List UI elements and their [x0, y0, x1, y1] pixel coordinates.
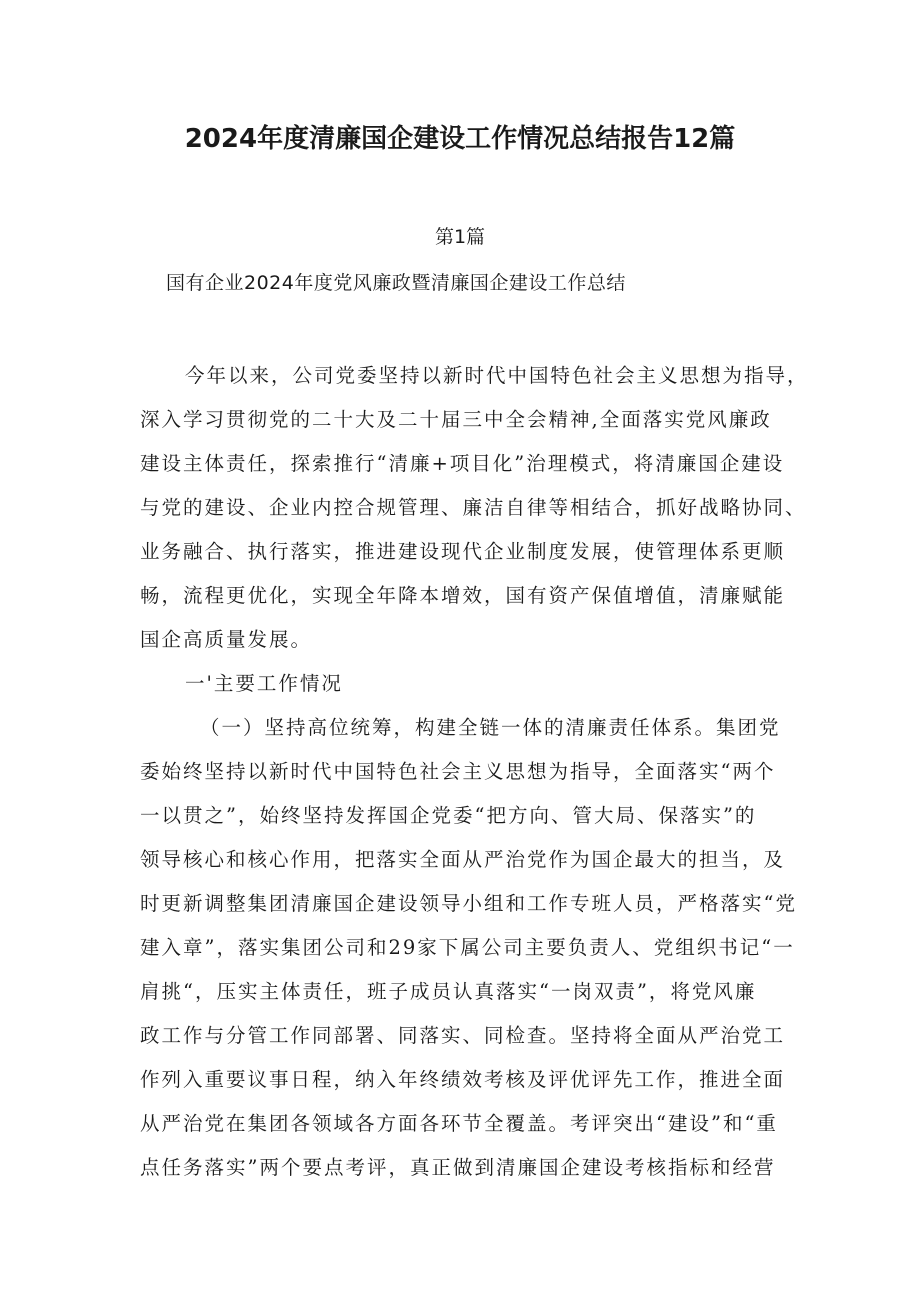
body-line: 委始终坚持以新时代中国特色社会主义思想为指导，全面落实“两个 [140, 760, 776, 783]
body-line: 政工作与分管工作同部署、同落实、同检查。坚持将全面从严治党工 [140, 1024, 786, 1047]
chapter-label: 第1篇 [434, 226, 486, 248]
body-line: 时更新调整集团清廉国企建设领导小组和工作专班人员，严格落实“党 [140, 892, 797, 915]
body-line: 肩挑“，压实主体责任，班子成员认真落实“一岗双责”，将党风廉 [140, 980, 757, 1003]
body-line: 建设主体责任，探索推行“清廉+项目化”治理模式，将清廉国企建设 [140, 452, 785, 475]
body-line: 一以贯之”，始终坚持发挥国企党委“把方向、管大局、保落实”的 [140, 804, 757, 827]
section-heading: 一'主要工作情况 [185, 672, 343, 695]
document-subtitle: 国有企业2024年度党风廉政暨清廉国企建设工作总结 [166, 272, 626, 294]
body-line: 业务融合、执行落实，推进建设现代企业制度发展，使管理体系更顺 [140, 540, 786, 563]
body-line: 建入章”，落实集团公司和29家下属公司主要负责人、党组织书记“一 [140, 936, 795, 959]
body-line: 作列入重要议事日程，纳入年终绩效考核及评优评先工作，推进全面 [140, 1068, 786, 1091]
body-line: 国企高质量发展。 [140, 628, 313, 651]
body-line: 点任务落实”两个要点考评，真正做到清廉国企建设考核指标和经营 [140, 1156, 776, 1179]
body-line: 与党的建设、企业内控合规管理、廉洁自律等相结合，抓好战略协同、 [140, 496, 807, 519]
body-line: 从严治党在集团各领域各方面各环节全覆盖。考评突出“建设”和“重 [140, 1112, 778, 1135]
body-line: 畅，流程更优化，实现全年降本增效，国有资产保值增值，清廉赋能 [140, 584, 786, 607]
body-line: 今年以来，公司党委坚持以新时代中国特色社会主义思想为指导， [185, 364, 809, 387]
body-line: 领导核心和核心作用，把落实全面从严治党作为国企最大的担当，及 [140, 848, 786, 871]
body-line: 深入学习贯彻党的二十大及二十届三中全会精神,全面落实党风廉政 [140, 408, 772, 431]
body-line: （一）坚持高位统筹，构建全链一体的清廉责任体系。集团党 [200, 716, 781, 739]
document-title: 2024年度清廉国企建设工作情况总结报告12篇 [184, 124, 736, 154]
